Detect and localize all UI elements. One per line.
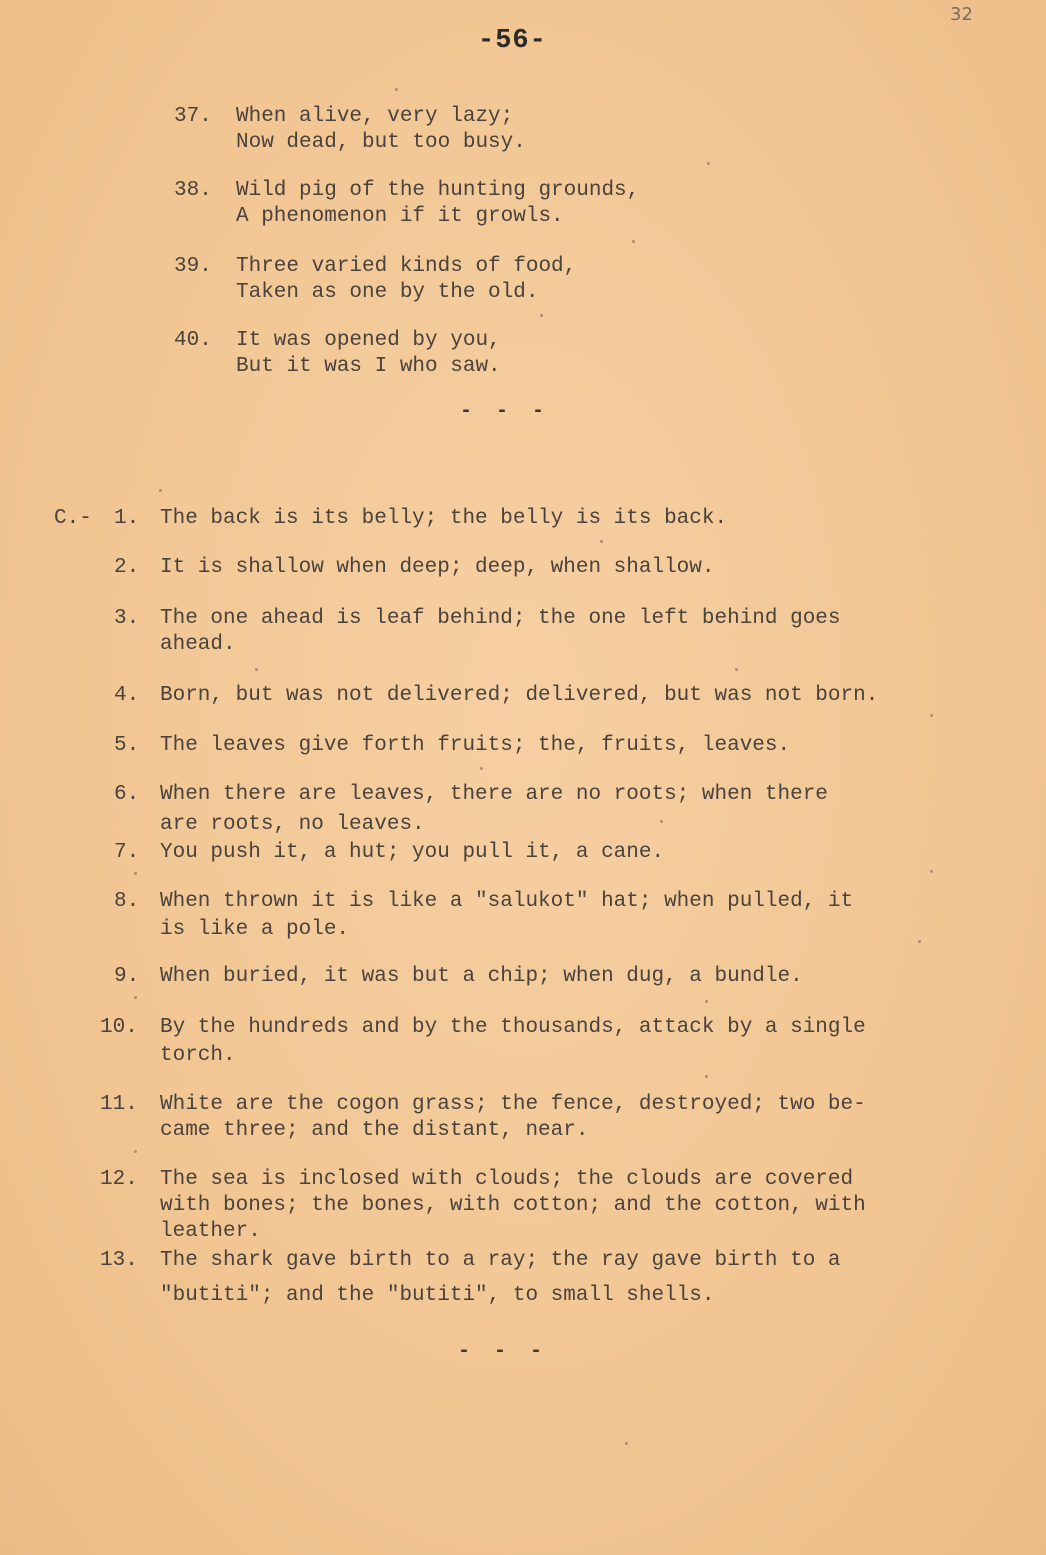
riddle-line: It is shallow when deep; deep, when shallow.: [160, 556, 715, 579]
riddle-line: When alive, very lazy;: [236, 105, 514, 128]
riddle-line: leather.: [160, 1220, 261, 1243]
riddle-line: Now dead, but too busy.: [236, 131, 526, 154]
riddle-line: The sea is inclosed with clouds; the clouds are covered: [160, 1168, 854, 1191]
riddle-number: 13.: [100, 1249, 138, 1272]
paper-speck: [735, 668, 738, 671]
riddle-line: Taken as one by the old.: [236, 281, 539, 304]
riddle-line: The leaves give forth fruits; the, fruits, leaves.: [160, 734, 791, 757]
riddle-number: 7.: [114, 841, 140, 864]
riddle-line: "butiti"; and the "butiti", to small shells.: [160, 1284, 715, 1307]
paper-speck: [930, 870, 933, 873]
section-label: C.-: [54, 507, 92, 530]
paper-speck: [255, 668, 258, 671]
riddle-number: 40.: [174, 329, 212, 352]
riddle-number: 39.: [174, 255, 212, 278]
paper-speck: [395, 88, 398, 91]
riddle-number: 38.: [174, 179, 212, 202]
corner-handwritten-mark: 32: [950, 4, 973, 25]
riddle-line: It was opened by you,: [236, 329, 501, 352]
riddle-line: By the hundreds and by the thousands, attack by a single: [160, 1016, 866, 1039]
riddle-number: 37.: [174, 105, 212, 128]
paper-speck: [134, 996, 137, 999]
riddle-number: 9.: [114, 965, 140, 988]
section-divider: - - -: [460, 400, 551, 423]
riddle-number: 5.: [114, 734, 140, 757]
riddle-line: When thrown it is like a "salukot" hat; when pulled, it: [160, 890, 854, 913]
paper-speck: [480, 767, 483, 770]
riddle-line: came three; and the distant, near.: [160, 1119, 589, 1142]
paper-speck: [918, 940, 921, 943]
section-divider: - - -: [458, 1340, 549, 1363]
riddle-line: When there are leaves, there are no roots; when there: [160, 783, 828, 806]
riddle-number: 11.: [100, 1093, 138, 1116]
paper-speck: [707, 162, 710, 165]
riddle-line: The shark gave birth to a ray; the ray gave birth to a: [160, 1249, 841, 1272]
paper-speck: [632, 240, 635, 243]
paper-speck: [540, 314, 543, 317]
riddle-line: are roots, no leaves.: [160, 813, 425, 836]
riddle-line: ahead.: [160, 633, 236, 656]
paper-speck: [600, 540, 603, 543]
paper-speck: [625, 1442, 628, 1445]
riddle-line: White are the cogon grass; the fence, destroyed; two be-: [160, 1093, 866, 1116]
riddle-line: Wild pig of the hunting grounds,: [236, 179, 640, 202]
page-number: -56-: [478, 26, 547, 56]
riddle-line: Three varied kinds of food,: [236, 255, 577, 278]
riddle-number: 2.: [114, 556, 140, 579]
riddle-line: with bones; the bones, with cotton; and the cotton, with: [160, 1194, 866, 1217]
paper-speck: [134, 872, 137, 875]
riddle-line: A phenomenon if it growls.: [236, 205, 564, 228]
paper-speck: [159, 489, 162, 492]
riddle-line: But it was I who saw.: [236, 355, 501, 378]
riddle-line: The back is its belly; the belly is its back.: [160, 507, 728, 530]
paper-speck: [705, 1075, 708, 1078]
paper-speck: [930, 714, 933, 717]
riddle-line: When buried, it was but a chip; when dug, a bundle.: [160, 965, 803, 988]
paper-speck: [134, 1150, 137, 1153]
riddle-line: is like a pole.: [160, 918, 350, 941]
riddle-line: The one ahead is leaf behind; the one left behind goes: [160, 607, 841, 630]
riddle-number: 4.: [114, 684, 140, 707]
riddle-number: 10.: [100, 1016, 138, 1039]
paper-speck: [705, 1000, 708, 1003]
riddle-number: 3.: [114, 607, 140, 630]
riddle-number: 1.: [114, 507, 140, 530]
paper-speck: [660, 820, 663, 823]
riddle-line: torch.: [160, 1044, 236, 1067]
riddle-number: 6.: [114, 783, 140, 806]
riddle-number: 8.: [114, 890, 140, 913]
riddle-number: 12.: [100, 1168, 138, 1191]
riddle-line: Born, but was not delivered; delivered, but was not born.: [160, 684, 879, 707]
riddle-line: You push it, a hut; you pull it, a cane.: [160, 841, 665, 864]
